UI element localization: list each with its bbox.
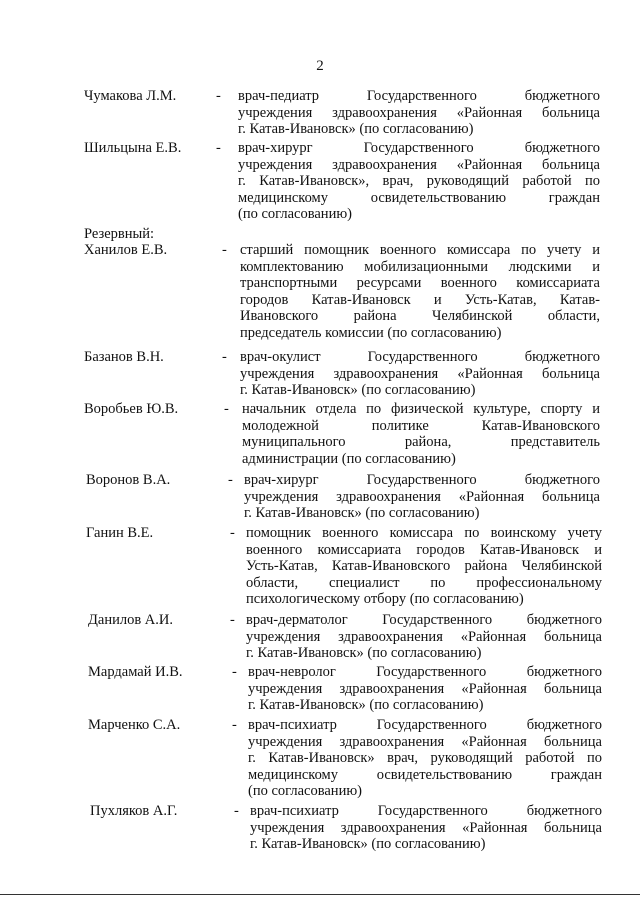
member-name: Ханилов Е.В. <box>84 242 168 258</box>
dash-separator: - <box>216 88 221 104</box>
position-line: учреждения здравоохранения «Районная больница <box>248 733 602 750</box>
reserve-label: Резервный: <box>84 226 155 242</box>
position-line: учреждения здравоохранения «Районная больница <box>240 365 600 382</box>
dash-separator: - <box>216 140 221 156</box>
position-line: г. Катав-Ивановск» (по согласованию) <box>244 505 480 521</box>
dash-separator: - <box>232 717 237 733</box>
position-line: г. Катав-Ивановск» (по согласованию) <box>250 836 486 852</box>
member-position <box>240 242 600 341</box>
bottom-rule <box>0 894 640 895</box>
dash-separator: - <box>222 349 227 365</box>
position-line: учреждения здравоохранения «Районная больница <box>244 488 600 505</box>
member-position <box>250 803 602 853</box>
position-line: г. Катав-Ивановск» врач, руководящий работой по <box>248 750 602 766</box>
position-line: г. Катав-Ивановск», врач, руководящий работой по <box>238 173 600 189</box>
member-name: Воробьев Ю.В. <box>84 401 179 417</box>
page-number: 2 <box>316 58 324 74</box>
member-name: Шильцына Е.В. <box>84 140 182 156</box>
member-name: Ганин В.Е. <box>86 525 154 541</box>
position-line: транспортными ресурсами военного комиссариата <box>240 275 600 291</box>
member-position <box>248 664 602 714</box>
member-position <box>238 88 600 138</box>
position-line: врач-хирург Государственного бюджетного <box>238 140 600 156</box>
member-name: Марченко С.А. <box>88 717 181 733</box>
position-line: старший помощник военного комиссара по учету и <box>240 242 600 258</box>
position-line: председатель комиссии (по согласованию) <box>240 324 502 341</box>
position-line: комплектованию мобилизационными людскими и <box>240 258 600 275</box>
position-line: г. Катав-Ивановск» (по согласованию) <box>248 697 484 713</box>
position-line: области, специалист по профессиональному <box>246 574 602 591</box>
position-line: (по согласованию) <box>248 783 362 799</box>
position-line: врач-невролог Государственного бюджетного <box>248 664 602 680</box>
member-position <box>246 612 602 662</box>
position-line: начальник отдела по физической культуре, спорту и <box>242 401 600 417</box>
position-line: медицинскому освидетельствованию граждан <box>248 766 602 783</box>
member-position <box>248 717 602 800</box>
member-name: Пухляков А.Г. <box>90 803 178 819</box>
position-line: врач-хирург Государственного бюджетного <box>244 472 600 488</box>
position-line: городов Катав-Ивановск и Усть-Катав, Катав- <box>240 291 600 308</box>
position-line: г. Катав-Ивановск» (по согласованию) <box>238 121 474 137</box>
position-line: военного комиссариата городов Катав-Ивановск и <box>246 541 602 558</box>
member-position <box>246 525 602 608</box>
member-position <box>244 472 600 522</box>
position-line: врач-окулист Государственного бюджетного <box>240 349 600 365</box>
dash-separator: - <box>230 612 235 628</box>
position-line: учреждения здравоохранения «Районная больница <box>238 104 600 121</box>
position-line: учреждения здравоохранения «Районная больница <box>248 680 602 697</box>
position-line: учреждения здравоохранения «Районная больница <box>246 628 602 645</box>
position-line: учреждения здравоохранения «Районная больница <box>238 156 600 173</box>
position-line: врач-психиатр Государственного бюджетного <box>250 803 602 819</box>
member-name: Базанов В.Н. <box>84 349 164 365</box>
position-line: Усть-Катав, Катав-Ивановского района Челябинской <box>246 558 602 574</box>
position-line: молодежной политике Катав-Ивановского <box>242 417 600 434</box>
dash-separator: - <box>228 472 233 488</box>
position-line: Ивановского района Челябинской области, <box>240 308 600 324</box>
position-line: помощник военного комиссара по воинскому учету <box>246 525 602 541</box>
position-line: г. Катав-Ивановск» (по согласованию) <box>246 645 482 661</box>
member-name: Воронов В.А. <box>86 472 171 488</box>
dash-separator: - <box>224 401 229 417</box>
position-line: (по согласованию) <box>238 206 352 222</box>
dash-separator: - <box>230 525 235 541</box>
dash-separator: - <box>232 664 237 680</box>
position-line: муниципального района, представитель <box>242 434 600 450</box>
position-line: психологическому отбору (по согласованию) <box>246 591 524 607</box>
member-name: Данилов А.И. <box>88 612 173 628</box>
position-line: администрации (по согласованию) <box>242 450 456 467</box>
dash-separator: - <box>222 242 227 258</box>
member-position <box>238 140 600 223</box>
member-name: Мардамай И.В. <box>88 664 183 680</box>
member-position <box>240 349 600 399</box>
member-position <box>242 401 600 467</box>
position-line: врач-педиатр Государственного бюджетного <box>238 88 600 104</box>
position-line: врач-психиатр Государственного бюджетного <box>248 717 602 733</box>
position-line: врач-дерматолог Государственного бюджетного <box>246 612 602 628</box>
member-name: Чумакова Л.М. <box>84 88 177 104</box>
position-line: г. Катав-Ивановск» (по согласованию) <box>240 382 476 398</box>
position-line: медицинскому освидетельствованию граждан <box>238 189 600 206</box>
position-line: учреждения здравоохранения «Районная больница <box>250 819 602 836</box>
dash-separator: - <box>234 803 239 819</box>
